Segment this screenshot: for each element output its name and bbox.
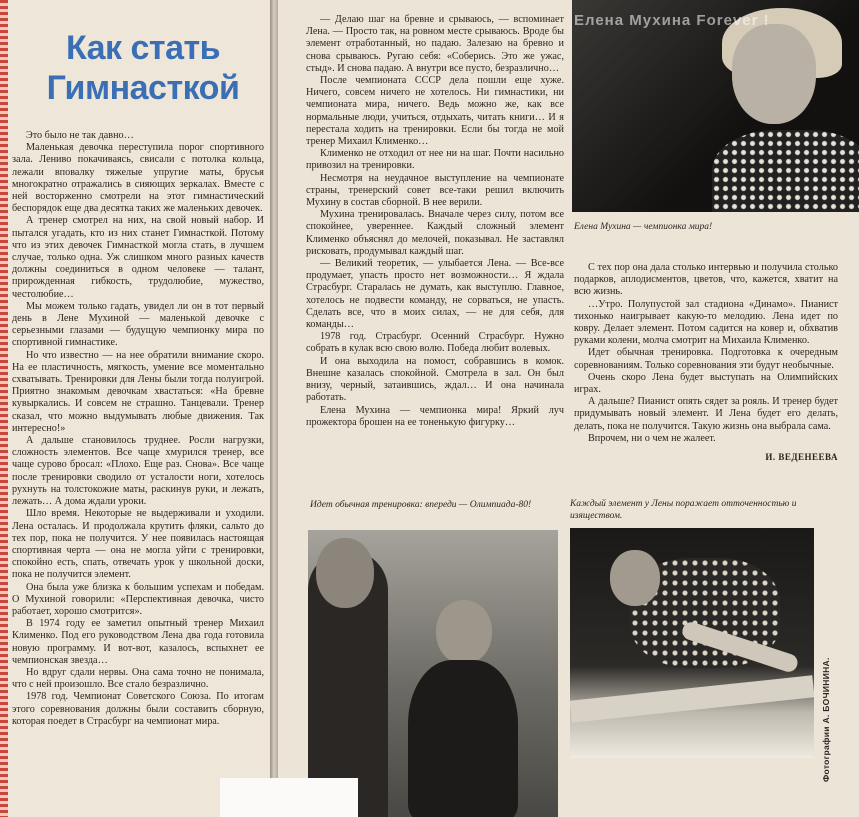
right-text-column-1 [306, 14, 564, 429]
paragraph: Но вдруг сдали нервы. Она сама точно не понимала, что с ней произошло. Все стало безразлично. [12, 666, 264, 691]
paragraph: Идет обычная тренировка. Подготовка к очередным соревнованиям. Только соревнования эти будут необычные. [574, 347, 838, 371]
paragraph: — Делаю шаг на бревне и срываюсь, — вспоминает Лена. — Просто так, на ровном месте срываюсь. Вроде бы элемент отработанный, но падаю. Залезаю на бревно и снова срываюсь. Ругаю себя: «Соберись. Это же ужас, стыд». И снова падаю. А внутри все пусто, безразлично… [306, 14, 564, 74]
paragraph: Мы можем только гадать, увидел ли он в тот первый день в Лене Мухиной — маленькой девочке с серьезными глазами — будущую чемпионку мира по спортивной гимнастике. [12, 300, 264, 349]
paragraph: Клименко не отходил от нее ни на шаг. Почти насильно привозил на тренировки. [306, 148, 564, 172]
photo-gymnast-head-shape [436, 600, 492, 664]
decorative-stripe [0, 0, 8, 817]
photo-face-shape [732, 24, 816, 124]
photo-gymnast-head-shape [610, 550, 660, 606]
paragraph: После чемпионата СССР дела пошли еще хуже. Ничего, совсем ничего не хотелось. Ни гимнастики, ни чемпионата мира, ничего. Ведь можно же, как все нормальные люди, учиться, отдыхать, читать книги… И я перестала ходить на тренировки. Если бы тогда не мой тренер Михаил Клименко… [306, 75, 564, 148]
training-photo [308, 530, 558, 817]
author-signature: И. ВЕДЕНЕЕВА [765, 452, 838, 463]
watermark: Елена Мухина Forever ! [574, 12, 770, 29]
portrait-caption: Елена Мухина — чемпионка мира! [574, 222, 713, 232]
paragraph: Несмотря на неудачное выступление на чемпионате страны, тренерский совет все-таки решил включить Мухину в состав сборной. В нее верили. [306, 172, 564, 209]
paragraph: — Великий теоретик, — улыбается Лена. — Все-все продумает, упасть просто нет возможности… Я ждала Страсбург. Старалась не думать, как выступлю. Главное, хотелось не подвести команду, не сорваться, не упасть. Сделать все, что в моих силах, — не для себя, для команды… [306, 258, 564, 331]
photo-body-shape [712, 130, 859, 212]
beam-photo [570, 528, 814, 758]
left-page [0, 0, 270, 817]
training-caption: Идет обычная тренировка: впереди — Олимпиада-80! [310, 500, 532, 510]
paragraph: 1978 год. Чемпионат Советского Союза. По итогам этого соревнования должны были составить сборную, которая поедет в Страсбург на чемпионат мира. [12, 691, 264, 727]
paragraph: А дальше? Пианист опять сядет за рояль. И тренер будет придумывать новый элемент. И Лена будет его делать, делать, пока не получится. Такую жизнь она выбрала сама. [574, 396, 838, 432]
paragraph: 1978 год. Страсбург. Осенний Страсбург. Нужно собрать в кулак всю свою волю. Победа любит волевых. [306, 331, 564, 355]
paragraph: Елена Мухина — чемпионка мира! Яркий луч прожектора брошен на ее тоненькую фигурку… [306, 404, 564, 428]
paragraph: Шло время. Некоторые не выдерживали и уходили. Лена осталась. И продолжала крутить фляки, сальто до тех пор, пока не получится. У нее появилась настоящая спортивная черта — она не могла уйти с тренировки, спокойно есть, спать, отвечать урок у школьной доски, пока не получится элемент. [12, 508, 264, 581]
right-page [278, 0, 859, 817]
blank-patch [220, 778, 358, 817]
page-gutter [270, 0, 278, 817]
paragraph: В 1974 году ее заметил опытный тренер Михаил Клименко. Под его руководством Лена два года готовила новую программу. И вот-вот, казалось, вспыхнет ее чемпионская звезда… [12, 618, 264, 666]
paragraph: А дальше становилось труднее. Росли нагрузки, сложность элементов. Все чаще хмурился тренер, все чаще сурово бросал: «Плохо. Еще раз. Снова». Все чаще после тренировки сводило от усталости ноги, хотелось рухнуть на толстокожие маты, раскинув руки, и лежать, лежать… А дома ждали уроки. [12, 435, 264, 508]
article-title: Как стать Гимнасткой [46, 29, 240, 107]
portrait-photo [572, 0, 859, 212]
photo-balance-beam-shape [570, 675, 814, 722]
paragraph: Она была уже близка к большим успехам и победам. О Мухиной говорили: «Перспективная девочка, чисто работает, хорошо смотрится». [12, 581, 264, 617]
paragraph: Очень скоро Лена будет выступать на Олимпийских играх. [574, 371, 838, 396]
paragraph: С тех пор она дала столько интервью и получила столько подарков, аплодисментов, цветов, что, кажется, хватит на всю жизнь. [574, 262, 838, 298]
left-text-column [12, 130, 264, 728]
beam-caption: Каждый элемент у Лены поражает отточенностью и изяществом. [570, 499, 797, 521]
right-text-column-2 [574, 262, 838, 463]
photo-credit: Фотографии А. БОЧИНИНА. [821, 657, 831, 782]
paragraph: …Утро. Полупустой зал стадиона «Динамо». Пианист тихонько наигрывает какую-то мелодию. Лена идет по ковру. Делает элемент. Потом садится на ковер и, обхватив руками колени, молча смотрит на Михаила Клименко. [574, 298, 838, 347]
paragraph: Маленькая девочка переступила порог спортивного зала. Лениво покачиваясь, свисали с потолка кольца, лежали вповалку тяжелые упругие маты, брусья многократно отражались в сияющих зеркалах. Вместе с ней восторженно смотрели на этот гимнастический беспорядок еще два десятка таких же маленьких девочек. [12, 142, 264, 215]
paragraph: Но что известно — на нее обратили внимание скоро. На ее пластичность, мягкость, умение все моментально схватывать. Тренировки для Лены были тогда полуигрой. Приятно знакомым девочкам хвастаться: «На бревне кувыркались. И совсем не страшно. Танцевали. Тренер сказал, что можно выдумывать любые движения. Так интересно!» [12, 349, 264, 434]
photo-gymnast-shape [408, 660, 518, 817]
paragraph: Мухина тренировалась. Вначале через силу, потом все спокойнее, увереннее. Каждый сложный элемент Клименко объяснял до мелочей, показывал. Не заставлял рисковать, продумывал каждый шаг. [306, 209, 564, 257]
photo-coach-head-shape [316, 538, 374, 608]
paragraph: Это было не так давно… [26, 130, 134, 141]
paragraph: И она выходила на помост, собравшись в комок. Внешне казалась спокойной. Смотрела в зал. Он был внизу, черный, затаившись, ждал… И она начинала работать. [306, 355, 564, 404]
paragraph: Впрочем, ни о чем не жалеет. [588, 432, 716, 444]
paragraph: А тренер смотрел на них, на свой новый набор. И пытался угадать, кто из них станет Гимнасткой. Потому что из этих девочек Гимнасткой могла стать, в лучшем случае, только одна. Уж слишком много разных качеств должны соединиться в одном человеке — талант, прирожденная гибкость, трудолюбие, мужество, честолюбие… [12, 215, 264, 300]
